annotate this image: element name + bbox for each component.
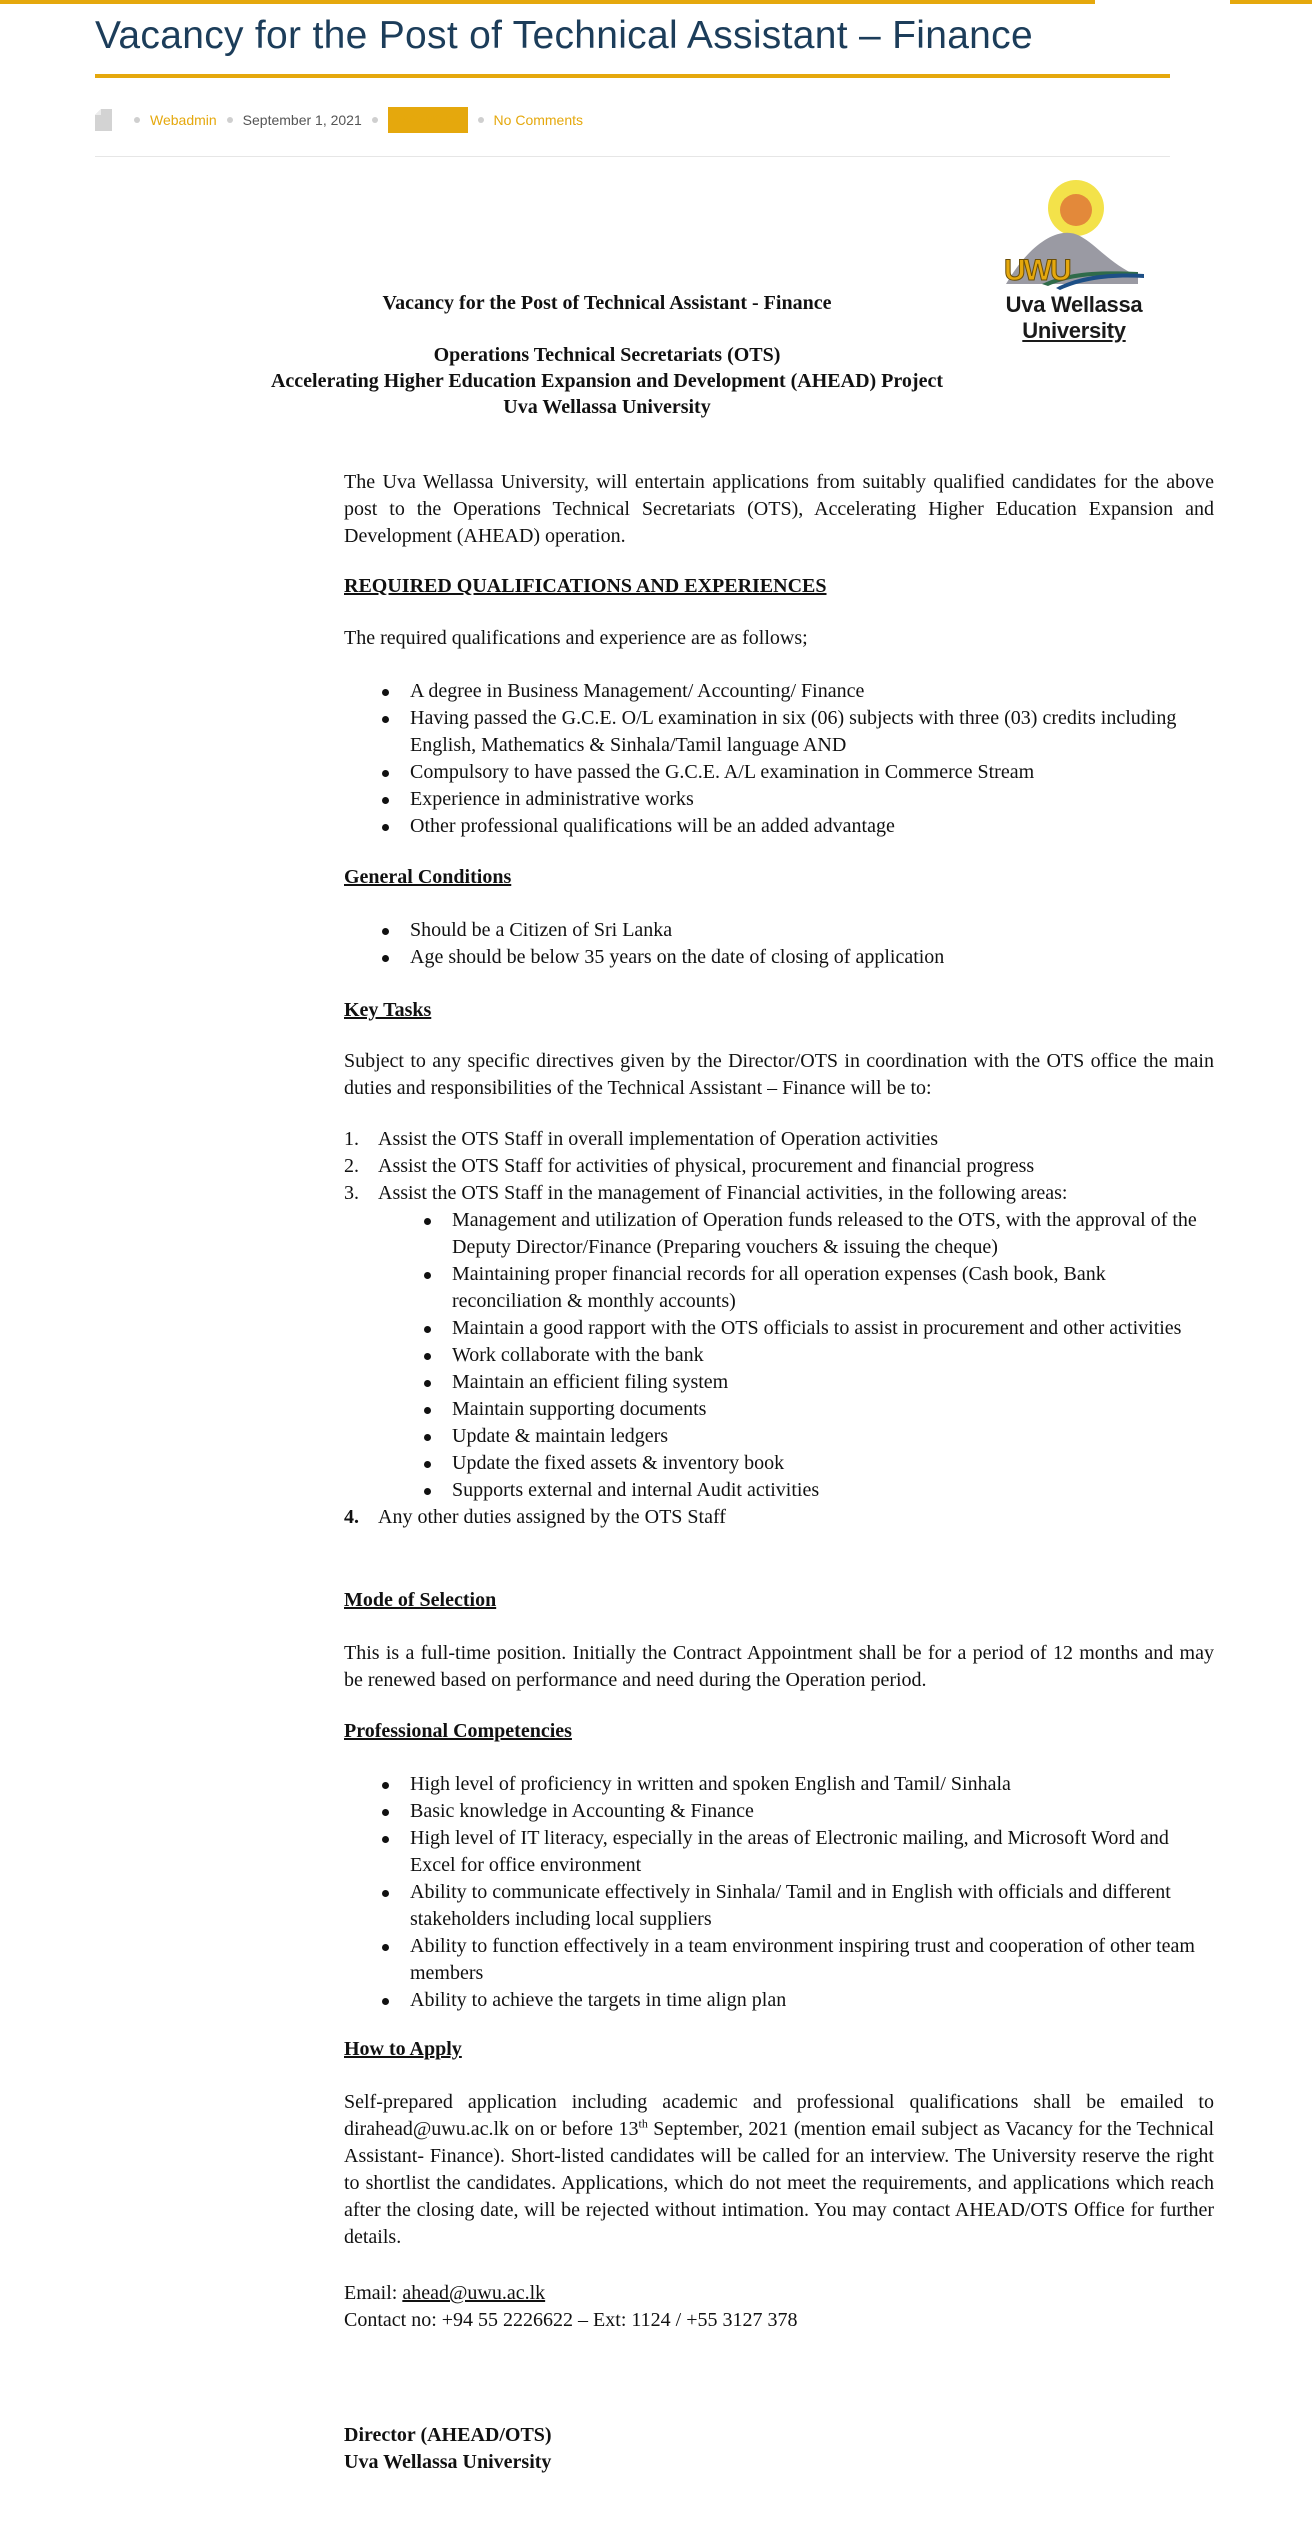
list-item: High level of proficiency in written and spoken English and Tamil/ Sinhala xyxy=(344,1771,1214,1798)
task-item xyxy=(344,1504,1214,1531)
general-conditions-list xyxy=(344,917,1214,971)
task-number: 1. xyxy=(344,1128,359,1150)
list-item: Maintain a good rapport with the OTS officials to assist in procurement and other activities xyxy=(344,1315,1214,1342)
document-subheading: Accelerating Higher Education Expansion and Development (AHEAD) Project xyxy=(270,370,943,392)
list-item: Supports external and internal Audit activities xyxy=(344,1477,1214,1504)
list-item: Having passed the G.C.E. O/L examination in six (06) subjects with three (03) credits including English, Mathematics & Sinhala/Tamil language AND xyxy=(344,705,1214,759)
list-item: A degree in Business Management/ Accounting/ Finance xyxy=(344,678,1214,705)
document-subheading: Uva Wellassa University xyxy=(503,396,711,418)
list-item: Should be a Citizen of Sri Lanka xyxy=(344,917,1214,944)
task-number: 2. xyxy=(344,1155,359,1177)
qualifications-intro: The required qualifications and experience are as follows; xyxy=(344,627,808,649)
section-heading-general-conditions: General Conditions xyxy=(344,866,512,888)
list-item: Management and utilization of Operation funds released to the OTS, with the approval of the Deputy Director/Finance (Preparing vouchers & issuing the cheque) xyxy=(344,1207,1214,1261)
task-number: 3. xyxy=(344,1182,359,1204)
logo-name-line2: University xyxy=(1022,318,1126,343)
logo-monogram: UWU xyxy=(1004,254,1070,287)
section-heading-qualifications: REQUIRED QUALIFICATIONS AND EXPERIENCES xyxy=(344,575,827,597)
task-item xyxy=(344,1126,1214,1153)
list-item: Work collaborate with the bank xyxy=(344,1342,1214,1369)
list-item: Other professional qualifications will be an added advantage xyxy=(344,813,1214,840)
list-item: Maintain supporting documents xyxy=(344,1396,1214,1423)
list-item: High level of IT literacy, especially in the areas of Electronic mailing, and Microsoft Word and Excel for office environment xyxy=(344,1825,1214,1879)
email-link[interactable]: ahead@uwu.ac.lk xyxy=(402,2282,546,2304)
contact-number: Contact no: +94 55 2226622 – Ext: 1124 / +55 3127 378 xyxy=(344,2309,798,2331)
intro-paragraph: The Uva Wellassa University, will entertain applications from suitably qualified candidates for the above post to the Operations Technical Secretariats (OTS), Accelerating Higher Education Expansion and Development (AHEAD) operation. xyxy=(344,471,1214,547)
email-line: Email: ahead@uwu.ac.lk xyxy=(344,2282,546,2304)
task-item xyxy=(344,1180,1214,1207)
task-text: Assist the OTS Staff in the management of Financial activities, in the following areas: xyxy=(378,1182,1068,1204)
university-logo xyxy=(998,176,1150,356)
category-badge[interactable]: VACANCIES xyxy=(388,107,468,133)
meta-separator xyxy=(227,117,233,123)
list-item: Maintaining proper financial records for all operation expenses (Cash book, Bank reconciliation & monthly accounts) xyxy=(344,1261,1214,1315)
section-heading-how-to-apply: How to Apply xyxy=(344,2038,462,2060)
author-link[interactable]: Webadmin xyxy=(150,112,217,128)
task-text: Assist the OTS Staff for activities of physical, procurement and financial progress xyxy=(378,1155,1035,1177)
list-item: Update the fixed assets & inventory book xyxy=(344,1450,1214,1477)
post-date: September 1, 2021 xyxy=(242,112,362,128)
section-heading-mode-of-selection: Mode of Selection xyxy=(344,1589,497,1611)
list-item: Compulsory to have passed the G.C.E. A/L examination in Commerce Stream xyxy=(344,759,1214,786)
list-item: Maintain an efficient filing system xyxy=(344,1369,1214,1396)
how-to-apply-text: Self-prepared application including academic and professional qualifications shall be emailed to dirahead@uwu.ac.lk on or before 13th September, 2021 (mention email subject as Vacancy for the Technical Assistant- Finance). Short-listed candidates will be called for an interview. The University reserve the right to shortlist the candidates. Applications, which do not meet the requirements, and applications which reach after the closing date, will be rejected without intimation. You may contact AHEAD/OTS Office for further details. xyxy=(344,2091,1214,2248)
meta-divider xyxy=(95,156,1170,157)
logo-name-line1: Uva Wellassa xyxy=(1005,292,1143,317)
financial-areas-list xyxy=(344,1207,1214,1504)
list-item: Ability to communicate effectively in Sinhala/ Tamil and in English with officials and different stakeholders including local suppliers xyxy=(344,1879,1214,1933)
title-underline xyxy=(95,74,1170,78)
key-tasks-intro: Subject to any specific directives given by the Director/OTS in coordination with the OTS office the main duties and responsibilities of the Technical Assistant – Finance will be to: xyxy=(344,1050,1214,1099)
list-item: Update & maintain ledgers xyxy=(344,1423,1214,1450)
document-heading: Vacancy for the Post of Technical Assistant - Finance xyxy=(382,292,832,314)
list-item: Basic knowledge in Accounting & Finance xyxy=(344,1798,1214,1825)
mode-of-selection-text: This is a full-time position. Initially the Contract Appointment shall be for a period of 12 months and may be renewed based on performance and need during the Operation period. xyxy=(344,1642,1214,1691)
task-text: Assist the OTS Staff in overall implementation of Operation activities xyxy=(378,1128,939,1150)
list-item: Experience in administrative works xyxy=(344,786,1214,813)
meta-separator xyxy=(478,117,484,123)
qualifications-list xyxy=(344,678,1214,840)
top-accent-bar xyxy=(0,0,1095,4)
competencies-list xyxy=(344,1771,1214,2014)
section-heading-competencies: Professional Competencies xyxy=(344,1720,572,1742)
key-tasks-list xyxy=(344,1126,1214,1531)
list-item: Ability to achieve the targets in time align plan xyxy=(344,1987,1214,2014)
section-heading-key-tasks: Key Tasks xyxy=(344,999,432,1021)
post-title: Vacancy for the Post of Technical Assistant – Finance xyxy=(95,14,1033,57)
meta-separator xyxy=(372,117,378,123)
post-meta xyxy=(95,106,583,134)
list-item: Ability to function effectively in a team environment inspiring trust and cooperation of other team members xyxy=(344,1933,1214,1987)
meta-separator xyxy=(134,117,140,123)
task-text: Any other duties assigned by the OTS Staff xyxy=(378,1506,726,1528)
task-subitems xyxy=(344,1207,1214,1504)
list-item: Age should be below 35 years on the date of closing of application xyxy=(344,944,1214,971)
comments-link[interactable]: No Comments xyxy=(493,112,584,128)
signatory-university: Uva Wellassa University xyxy=(344,2451,552,2473)
document-icon xyxy=(95,109,112,131)
logo-emblem xyxy=(998,176,1150,296)
task-number: 4. xyxy=(344,1506,359,1528)
top-accent-bar-right xyxy=(1230,0,1312,4)
signatory-title: Director (AHEAD/OTS) xyxy=(344,2424,552,2446)
task-item xyxy=(344,1153,1214,1180)
document-subheading: Operations Technical Secretariats (OTS) xyxy=(433,344,781,366)
